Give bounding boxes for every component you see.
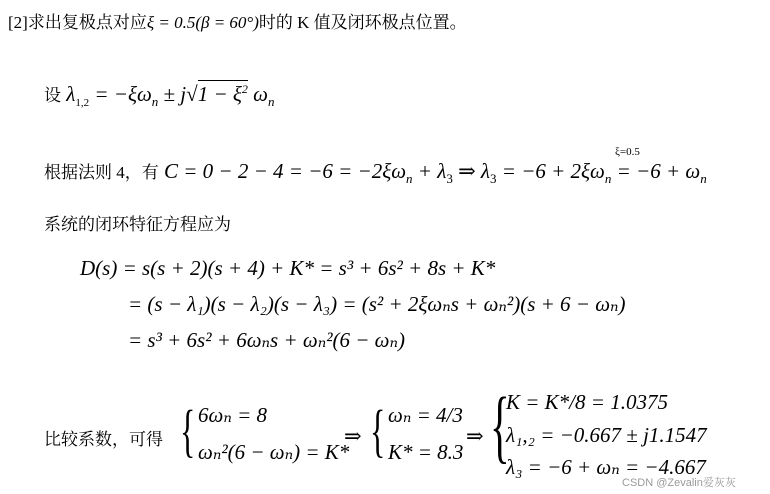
implies-arrow: ⇒ <box>458 159 476 183</box>
result-complex-poles: λ₁,₂ = −0.667 ± j1.1547 <box>506 423 707 447</box>
implies-arrow-1: ⇒ <box>344 424 362 448</box>
pole-real-part: = −ξω <box>94 82 152 106</box>
let-label: 设 <box>44 86 61 105</box>
compare-label: 比较系数，可得 <box>44 430 163 449</box>
omega-tail: ω <box>253 82 268 106</box>
left-brace-1: { <box>180 398 196 463</box>
lambda3-expr: = −6 + 2ξω <box>501 159 605 183</box>
char-equation-line-1: D(s) = s(s + 2)(s + 4) + K* = s³ + 6s² + 8s + K* <box>80 256 496 280</box>
system1-eq-b: ωₙ²(6 − ωₙ) = K* <box>198 440 350 464</box>
left-brace-2: { <box>370 398 386 463</box>
problem-suffix: 时的 K 值及闭环极点位置。 <box>258 13 467 32</box>
xi-condition: ξ = 0.5(β = 60°) <box>146 13 259 32</box>
problem-prefix: [2]求出复极点对应 <box>8 13 147 32</box>
pole-definition: 设 $\lambda_{1,2} = -\xi\omega_n \pm j√1 - \xi^2$ $\omega_n$ <box>44 82 275 110</box>
imag-unit: ± j <box>163 82 187 106</box>
system1-eq-a: 6ωₙ = 8 <box>198 403 268 427</box>
char-equation-line-3: = s³ + 6s² + 6ωₙs + ωₙ²(6 − ωₙ) <box>128 328 406 352</box>
xi-condition-over: ξ=0.5 <box>615 146 640 158</box>
lambda-subscript: 1,2 <box>75 97 90 110</box>
n-subscript: n <box>151 94 159 110</box>
lambda-symbol: λ <box>66 82 76 106</box>
result-real-pole: λ₃ = −6 + ωₙ = −4.667 <box>506 455 706 479</box>
sqrt-sign: √ <box>186 82 198 106</box>
char-equation-line-2: = (s − λ₁)(s − λ₂)(s − λ₃) = (s² + 2ξωₙs + ωₙ²)(s + 6 − ωₙ) <box>128 292 626 316</box>
left-brace-3: { <box>490 380 510 471</box>
lambda3-symbol: λ <box>480 159 491 183</box>
csdn-watermark: CSDN @Zevalin爱灰灰 <box>622 477 736 489</box>
sqrt-body: $1 - \xi^2$ <box>197 82 248 106</box>
lambda3-final: = −6 + ω <box>616 159 701 183</box>
result-gain: K = K*/8 = 1.0375 <box>506 390 668 414</box>
rule4-body: C = 0 − 2 − 4 = −6 = −2ξω <box>164 159 407 183</box>
system2-eq-b: K* = 8.3 <box>388 440 464 464</box>
implies-arrow-2: ⇒ <box>466 424 484 448</box>
problem-statement <box>8 8 467 33</box>
rule4-label: 根据法则 4，有 <box>44 163 159 182</box>
rule4-derivation: 根据法则 4，有 $C = 0 - 2 - 4 = -6 = -2\xi\omega_n + \lambda_3$ ⇒ $\lambda_3 = -6 + 2\xi\omega_n = -6 + \omega_n$ <box>44 159 707 187</box>
char-equation-intro: 系统的闭环特征方程应为 <box>44 215 231 234</box>
rule4-plus: + λ <box>417 159 447 183</box>
system2-eq-a: ωₙ = 4/3 <box>388 403 463 427</box>
